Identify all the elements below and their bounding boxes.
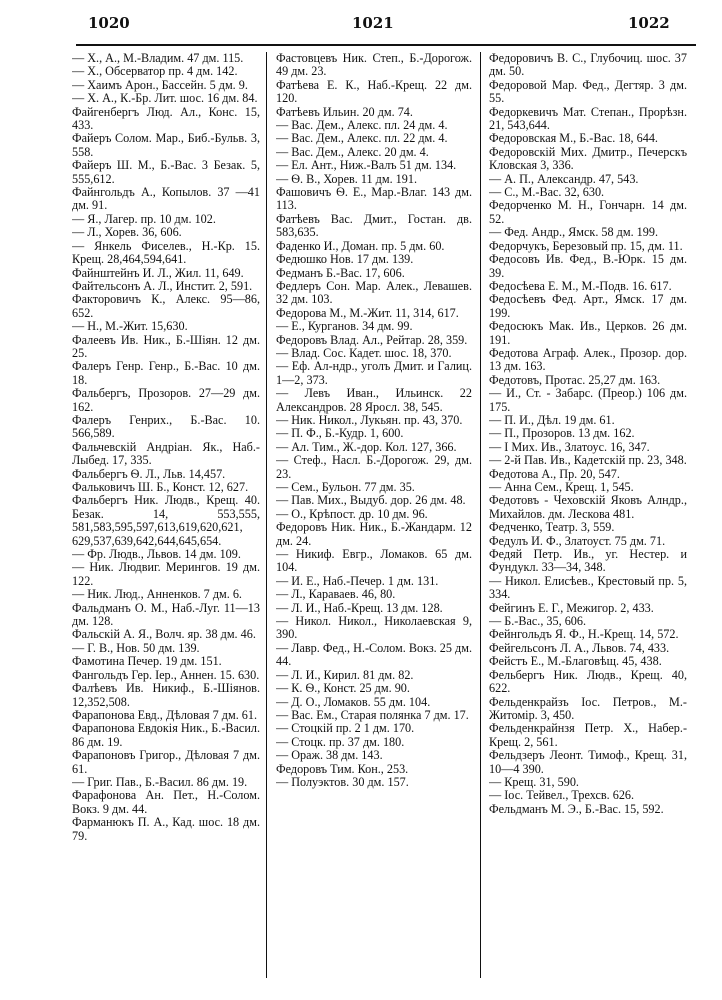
directory-entry: Фатѣева Е. К., Наб.-Крещ. 22 дм. 120. xyxy=(276,77,472,106)
directory-entry: — Фр. Людв., Львов. 14 дм. 109. xyxy=(72,547,241,562)
directory-entry: — Стеф., Насл. Б.-Дорогож. 29, дм. 23. xyxy=(276,453,472,481)
directory-entry: — Сем., Бульон. 77 дм. 35. xyxy=(276,480,415,494)
directory-entry: Федлеръ Сон. Мар. Алек., Левашев. 32 дм. 103. xyxy=(276,278,472,307)
directory-entry: — 2-й Пав. Ив., Кадетскій пр. 23, 348. xyxy=(489,453,687,468)
directory-entry: Фашовичъ Ѳ. Е., Мар.-Влаг. 143 дм. 113. xyxy=(276,185,472,213)
directory-entry: — Янкель Фиселев., Н.-Кр. 15. Крещ. 28,464,594,641. xyxy=(72,238,260,267)
directory-entry: Федоркевичъ Мат. Степан., Прорѣзн. 21, 543,644. xyxy=(489,104,687,133)
directory-entry: — Л. И., Кирил. 81 дм. 82. xyxy=(276,667,414,682)
directory-entry: Федорченко М. Н., Гончарн. 14 дм. 52. xyxy=(489,198,687,226)
directory-entry: — П., Прозоров. 13 дм. 162. xyxy=(489,426,635,441)
directory-entry: Фалеръ Генрих., Б.-Вас. 10. 566,589. xyxy=(72,412,260,441)
directory-entry: — А. П., Александр. 47, 543. xyxy=(489,171,639,186)
directory-entry: — X., Обсерватор пр. 4 дм. 142. xyxy=(72,64,238,79)
directory-entry: — О., Крѣпост. др. 10 дм. 96. xyxy=(276,506,428,521)
directory-entry: — Е., Курганов. 34 дм. 99. xyxy=(276,319,413,334)
directory-entry: — Л. И., Наб.-Крещ. 13 дм. 128. xyxy=(276,600,443,615)
page-number-right: 1022 xyxy=(628,14,670,32)
directory-entry: Федоровъ Ник. Ник., Б.-Жандарм. 12 дм. 24. xyxy=(276,520,472,548)
directory-entry: — И., Ст. - Забарс. (Преор.) 106 дм. 175. xyxy=(489,386,687,414)
directory-entry: — Никол. Елисѣев., Крестовый пр. 5, 334. xyxy=(489,573,687,602)
directory-entry: — Ораж. 38 дм. 143. xyxy=(276,748,383,763)
directory-entry: — Никол. Никол., Николаевская 9, 390. xyxy=(276,614,472,642)
directory-entry: Фейгельсонъ Л. А., Львов. 74, 433. xyxy=(489,640,670,655)
directory-entry: Фельденкрайнзя Петр. Х., Набер.-Крещ. 2, 561. xyxy=(489,721,687,749)
directory-entry: — Фед. Андр., Ямск. 58 дм. 199. xyxy=(489,225,659,240)
directory-entry: — К. Ѳ., Конст. 25 дм. 90. xyxy=(276,681,410,696)
directory-entry: Федоровичъ В. С., Глубочиц. шос. 37 дм. 50. xyxy=(489,52,687,79)
directory-entry: — Стоцк. пр. 37 дм. 180. xyxy=(276,734,405,749)
directory-entry: — Д. О., Ломаков. 55 дм. 104. xyxy=(276,694,431,709)
directory-entry: Фельдзеръ Леонт. Тимоф., Крещ. 31, 10—4 390. xyxy=(489,748,687,776)
directory-entry: Файгенбергъ Люд. Ал., Конс. 15, 433. xyxy=(72,104,260,133)
directory-entry: Федотовъ - Чеховскій Яковъ Алндр., Михайлов. дм. Лескова 481. xyxy=(489,493,687,521)
directory-entry: Фатѣевъ Ильин. 20 дм. 74. xyxy=(276,104,413,119)
column-divider xyxy=(266,52,267,978)
directory-entry: Федулъ И. Ф., Златоуст. 75 дм. 71. xyxy=(489,533,666,548)
directory-entry: — Вас. Дем., Алекс. пл. 24 дм. 4. xyxy=(276,118,448,133)
directory-entry: Федосовъ Ив. Фед., В.-Юрк. 15 дм. 39. xyxy=(489,252,687,280)
directory-entry: Фельденкрайзъ Іос. Петров., М.-Житомір. 3, 450. xyxy=(489,694,687,722)
directory-entry: Фальбергъ Ник. Людв., Крещ. 40. Безак. 14, 553,555, 581,583,595,597,613,619,620,621, 629,537,639,642,644,645,654. xyxy=(72,493,260,548)
directory-entry: Фальковичъ Ш. Б., Конст. 12, 627. xyxy=(72,480,249,494)
directory-entry: — Ник. Люд., Анненков. 7 дм. 6. xyxy=(72,587,242,602)
directory-entry: — Л., Хорев. 36, 606. xyxy=(72,225,182,240)
directory-entry: Фальдманъ О. М., Наб.-Луг. 11—13 дм. 128. xyxy=(72,600,260,629)
directory-entry: — Я., Лагер. пр. 10 дм. 102. xyxy=(72,211,216,226)
directory-entry: Фаденко И., Доман. пр. 5 дм. 60. xyxy=(276,238,445,253)
directory-entry: — Ел. Ант., Ниж.-Валъ 51 дм. 134. xyxy=(276,158,457,173)
directory-entry: — Вас. Дем., Алекс. 20 дм. 4. xyxy=(276,144,429,159)
directory-entry: — Н., М.-Жит. 15,630. xyxy=(72,319,188,334)
directory-entry: — Ник. Людвиг. Мерингов. 19 дм. 122. xyxy=(72,560,260,588)
directory-entry: — Левъ Иван., Ильинск. 22 Александров. 28 Яросл. 38, 545. xyxy=(276,386,472,414)
directory-entry: — С., М.-Вас. 32, 630. xyxy=(489,185,605,200)
directory-entry: Фарапонова Евдокія Ник., Б.-Васил. 86 дм. 19. xyxy=(72,721,260,749)
directory-entry: Федюшко Нов. 17 дм. 139. xyxy=(276,252,414,267)
directory-entry: Федорчукъ, Березовый пр. 15, дм. 11. xyxy=(489,238,683,253)
directory-entry: Фальчевскій Андріан. Як., Наб.-Лыбед. 17, 335. xyxy=(72,439,260,468)
directory-entry: Фалеръ Генр. Генр., Б.-Вас. 10 дм. 18. xyxy=(72,359,260,387)
directory-entry: — П. Ф., Б.-Кудр. 1, 600. xyxy=(276,426,404,441)
directory-entry: — Григ. Пав., Б.-Васил. 86 дм. 19. xyxy=(72,774,248,789)
directory-entry: — Вас. Ем., Старая полянка 7 дм. 17. xyxy=(276,707,469,722)
directory-entry: — Крещ. 31, 590. xyxy=(489,774,579,789)
directory-entry: Фалеевъ Ив. Ник., Б.-Шіян. 12 дм. 25. xyxy=(72,332,260,360)
directory-entry: Федосѣева Е. М., М.-Подв. 16. 617. xyxy=(489,278,672,293)
directory-entry: Фейстъ Е., М.-Благовѣщ. 45, 438. xyxy=(489,654,662,669)
directory-entry: Федоровская М., Б.-Вас. 18, 644. xyxy=(489,131,658,146)
directory-entry: — Іос. Тейвел., Трехсв. 626. xyxy=(489,788,635,803)
directory-entry: — Х. А., К.-Бр. Лит. шос. 16 дм. 84. xyxy=(72,91,258,106)
directory-entry: Фастовцевъ Ник. Степ., Б.-Дорогож. 49 дм. 23. xyxy=(276,52,472,79)
directory-entry: Фангольдъ Гер. Іер., Аннен. 15. 630. xyxy=(72,667,260,682)
directory-entry: — Б.-Вас., 35, 606. xyxy=(489,614,587,629)
directory-entry: Файтельсонъ А. Л., Инстит. 2, 591. xyxy=(72,278,253,293)
column-1 xyxy=(72,52,260,978)
page-number-left: 1020 xyxy=(88,14,130,32)
directory-entry: — Хаимъ Арон., Бассейн. 5 дм. 9. xyxy=(72,77,248,92)
directory-entry: Фарапонова Евд., Дѣловая 7 дм. 61. xyxy=(72,707,258,722)
directory-entry: Фарафонова Ан. Пет., Н.-Солом. Вокз. 9 дм. 44. xyxy=(72,788,260,816)
directory-entry: — Еф. Ал-ндр., уголъ Дмит. и Галиц. 1—2, 373. xyxy=(276,359,472,387)
directory-entry: Фатѣевъ Вас. Дмит., Гостан. дв. 583,635. xyxy=(276,211,472,240)
directory-entry: Федченко, Театр. 3, 559. xyxy=(489,520,615,535)
directory-entry: Федорова М., М.-Жит. 11, 314, 617. xyxy=(276,305,459,320)
directory-entry: — Г. В., Нов. 50 дм. 139. xyxy=(72,640,200,655)
directory-entry: — Стоцкій пр. 2 1 дм. 170. xyxy=(276,721,415,736)
directory-entry: — X., А., М.-Владим. 47 дм. 115. xyxy=(72,52,244,65)
header-rule xyxy=(76,44,696,46)
directory-entry: — Влад. Сос. Кадет. шос. 18, 370. xyxy=(276,345,452,360)
directory-entry: — I Мих. Ив., Златоус. 16, 347. xyxy=(489,439,650,454)
directory-entry: Фамотина Печер. 19 дм. 151. xyxy=(72,654,222,669)
directory-entry: — Ник. Никол., Лукьян. пр. 43, 370. xyxy=(276,412,463,427)
directory-entry: Федотовъ, Протас. 25,27 дм. 163. xyxy=(489,372,661,387)
directory-entry: Фарманюкъ П. А., Кад. шос. 18 дм. 79. xyxy=(72,815,260,843)
directory-entry: Фальскій А. Я., Волч. яр. 38 дм. 46. xyxy=(72,627,256,642)
directory-entry: Файеръ Ш. М., Б.-Вас. 3 Безак. 5, 555,612. xyxy=(72,158,260,186)
directory-entry: Федоровой Мар. Фед., Дегтяр. 3 дм. 55. xyxy=(489,77,687,106)
directory-entry: Фейнгольдъ Я. Ф., Н.-Крещ. 14, 572. xyxy=(489,627,679,642)
directory-entry: Фельбергъ Ник. Людв., Крещ. 40, 622. xyxy=(489,667,687,696)
directory-entry: Фарапоновъ Григор., Дѣловая 7 дм. 61. xyxy=(72,748,260,776)
directory-entry: — Ал. Тим., Ж.-дор. Кол. 127, 366. xyxy=(276,439,457,454)
directory-entry: — Л., Караваев. 46, 80. xyxy=(276,587,396,602)
directory-entry: — Вас. Дем., Алекс. пл. 22 дм. 4. xyxy=(276,131,448,146)
directory-entry: — Полуэктов. 30 дм. 157. xyxy=(276,774,409,789)
directory-entry: — Ѳ. В., Хорев. 11 дм. 191. xyxy=(276,171,417,186)
directory-entry: Фальбергъ, Прозоров. 27—29 дм. 162. xyxy=(72,386,260,414)
directory-entry: Федоровъ Тим. Кон., 253. xyxy=(276,761,409,776)
directory-entry: — П. И., Дѣл. 19 дм. 61. xyxy=(489,412,615,427)
directory-entry: Федосѣевъ Фед. Арт., Ямск. 17 дм. 199. xyxy=(489,292,687,320)
directory-entry: Фейгинъ Е. Г., Межигор. 2, 433. xyxy=(489,600,654,615)
directory-entry: Факторовичъ К., Алекс. 95—86, 652. xyxy=(72,292,260,320)
directory-entry: Файнгольдъ А., Копылов. 37 —41 дм. 91. xyxy=(72,185,260,213)
directory-entry: Федотова Аграф. Алек., Прозор. дор. 13 дм. 163. xyxy=(489,345,687,374)
directory-entry: Федманъ Б.-Вас. 17, 606. xyxy=(276,265,405,280)
directory-entry: Фельдманъ М. Э., Б.-Вас. 15, 592. xyxy=(489,801,664,816)
directory-entry: Файнштейнъ И. Л., Жил. 11, 649. xyxy=(72,265,244,280)
column-divider xyxy=(480,52,481,978)
directory-entry: Федоровскій Мих. Дмитр., Печерскъ Кловская 3, 336. xyxy=(489,144,687,173)
directory-entry: — Пав. Мих., Выдуб. дор. 26 дм. 48. xyxy=(276,493,466,508)
directory-entry: — И. Е., Наб.-Печер. 1 дм. 131. xyxy=(276,573,439,588)
column-2 xyxy=(276,52,472,978)
directory-entry: — Анна Сем., Крещ. 1, 545. xyxy=(489,480,634,494)
directory-entry: Федяй Петр. Ив., уг. Нестер. и Фундукл. 33—34, 348. xyxy=(489,547,687,575)
page-header xyxy=(0,14,722,40)
directory-entry: — Никиф. Евгр., Ломаков. 65 дм. 104. xyxy=(276,547,472,575)
directory-entry: Файеръ Солом. Мар., Биб.-Бульв. 3, 558. xyxy=(72,131,260,159)
column-3 xyxy=(489,52,687,978)
page-number-center: 1021 xyxy=(352,14,394,32)
directory-entry: Федотова А., Пр. 20, 547. xyxy=(489,466,620,481)
directory-entry: Федоровъ Влад. Ал., Рейтар. 28, 359. xyxy=(276,332,468,347)
directory-entry: Фальбергъ Ѳ. Л., Льв. 14,457. xyxy=(72,466,226,481)
directory-entry: Фалѣевъ Ив. Никиф., Б.-Шіянов. 12,352,508. xyxy=(72,681,260,709)
directory-entry: Федосюкъ Мак. Ив., Церков. 26 дм. 191. xyxy=(489,319,687,347)
directory-entry: — Лавр. Фед., Н.-Солом. Вокз. 25 дм. 44. xyxy=(276,640,472,669)
